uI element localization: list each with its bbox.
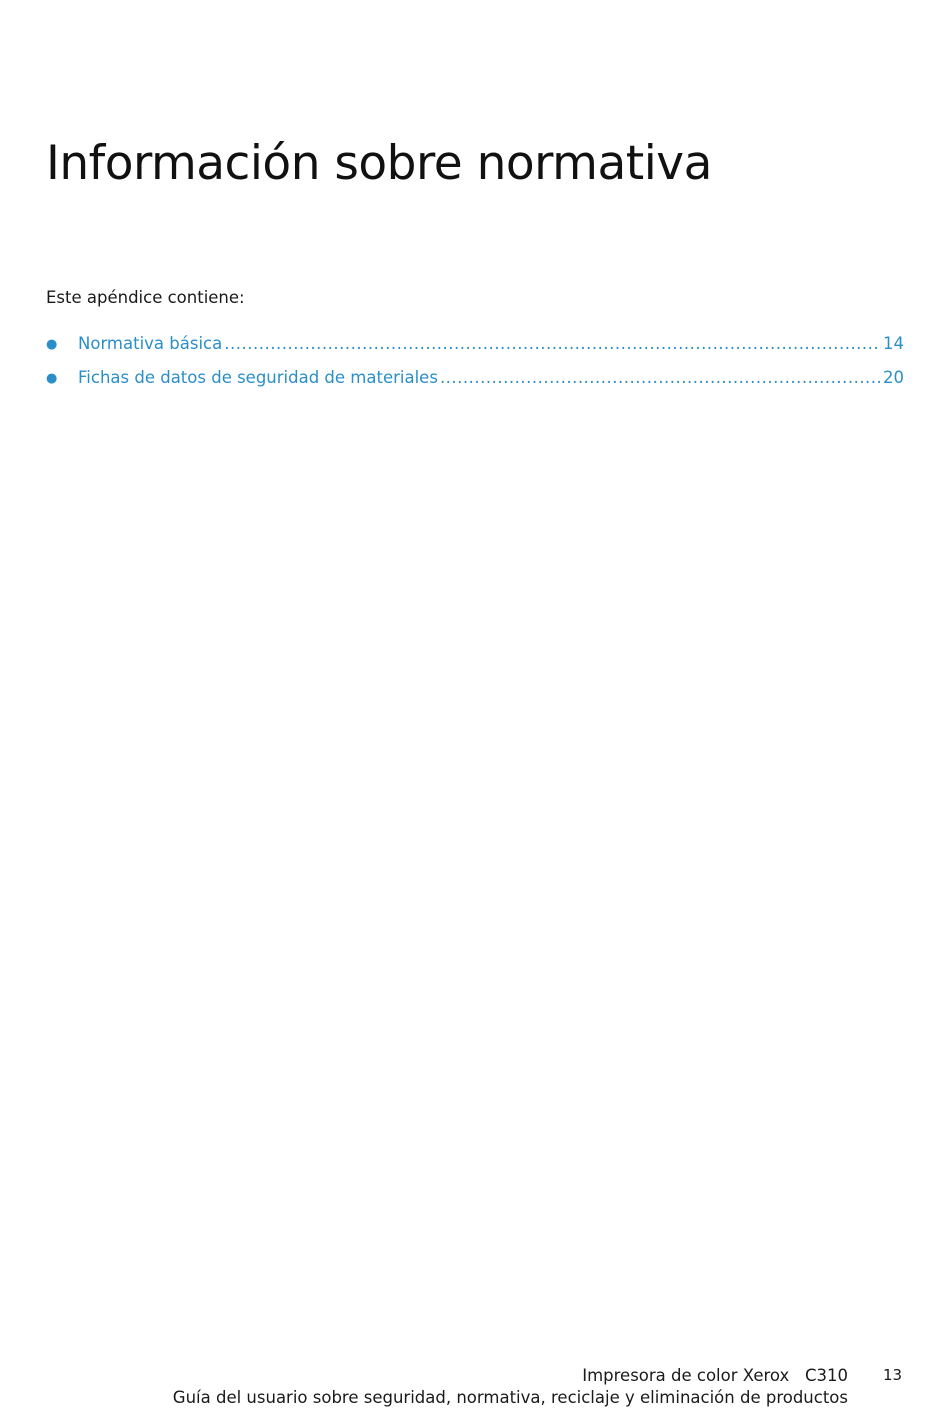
bullet-icon: ● (46, 337, 58, 352)
toc-dot-leader (224, 334, 881, 353)
page-number: 13 (883, 1366, 903, 1384)
intro-text: Este apéndice contiene: (46, 288, 245, 307)
toc-item-normativa-basica[interactable] (46, 334, 904, 368)
footer-guide-title: Guía del usuario sobre seguridad, normativa, reciclaje y eliminación de productos (172, 1388, 848, 1407)
table-of-contents (46, 334, 904, 402)
footer-product: Impresora de color Xerox C310 (582, 1366, 848, 1385)
toc-link-label[interactable]: Normativa básica (78, 334, 223, 353)
bullet-icon: ● (46, 371, 58, 386)
toc-dot-leader (440, 368, 881, 387)
page-title: Información sobre normativa (46, 136, 712, 191)
toc-link-label[interactable]: Fichas de datos de seguridad de materiales (78, 368, 438, 387)
footer (173, 1365, 848, 1409)
toc-item-fichas-datos-seguridad[interactable] (46, 368, 904, 402)
toc-page-number[interactable]: 14 (883, 334, 904, 353)
toc-page-number[interactable]: 20 (883, 368, 904, 387)
